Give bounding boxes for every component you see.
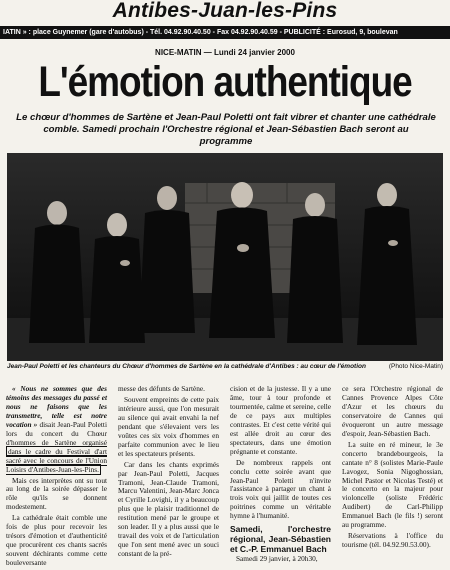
column-1-paragraph-2: Mais ces interprètes ont su tout au long de la soirée dépasser le rôle qu'ils se donnent modestement.	[6, 475, 107, 512]
column-3-paragraph-3: Samedi 29 janvier, à 20h30,	[236, 554, 318, 564]
column-1-paragraph-3: La cathédrale était comble une fois de plus pour recevoir les trésors d'émotion et d'authenticité que procurèrent ces chants sacrés souvent déchirants comme cette bouleversante	[6, 513, 107, 568]
choir-photo-image	[7, 153, 443, 361]
column-2-paragraph-2: Souvent empreints de cette paix intérieure aussi, que l'on mesurait au silence qui avait envahi la nef pendant que s'élevaient vers les voûtes ces six voix d'hommes en parfaite communion avec le lieu et les spectateurs présents.	[118, 394, 219, 458]
opening-quote: « Nous ne sommes que des témoins des messages du passé et nous ne faisons que les transmettre, telle est notre vocation »	[6, 384, 107, 429]
column-4-paragraph-2: La suite en ré mineur, le 3e concerto brandebourgeois, la cantate n° 8 (solistes Marie-Paule Lavogez, Sonia Nigoghossian, Michel Pastor et Nicolas Testé) et le concerto en la majeur pour violoncelle (soliste Frédéric Audibert) de Carl-Philipp Emmanuel Bach (le fils !) seront au programme.	[342, 439, 443, 530]
column-3-paragraph-2: De nombreux rappels ont conclu cette soirée avant que Jean-Paul Poletti n'invite l'assistance à partager un chant à trois voix qui jaillit de toutes ces poitrines comme un véritable hymne à l'humanité.	[230, 457, 331, 521]
masthead: Antibes-Juan-les-Pins	[112, 0, 338, 22]
lede: Le chœur d'hommes de Sartène et Jean-Paul Poletti ont fait vibrer et chanter une cathédrale comble. Samedi prochain l'Orchestre régional et Jean-Sébastien Bach seront au programme	[16, 112, 436, 147]
festival-note-boxed: dans le cadre du Festival d'art sacré avec le concours de l'Union Loisirs d'Antibes-Juan-les-Pins.	[6, 446, 107, 474]
choir-photo	[7, 153, 443, 361]
reservation-info: Réservations à l'office du tourisme (tél. 04.92.90.53.00).	[342, 531, 443, 550]
article-column-3	[230, 385, 331, 566]
article-column-4	[342, 385, 443, 552]
column-2-paragraph-1: messe des défunts de Sartène.	[118, 384, 205, 393]
contact-bar: IATIN » : place Guynemer (gare d'autobus) - Tél. 04.92.90.40.50 - Fax 04.92.90.40.59 - PUBLICITÉ : Eurosud, 9, boulevan	[0, 26, 450, 39]
article-column-2	[118, 385, 219, 561]
dateline: NICE-MATIN — Lundi 24 janvier 2000	[155, 48, 295, 57]
photo-caption	[7, 362, 443, 372]
column-3-paragraph-1: cision et de la justesse. Il y a une âme, tour à tour profonde et tourmentée, calme et sereine, celle de ce pays aux multiples contrastes. Et c'est cette vérité qui est allée droit au cœur des spectateurs, dans une émotion prégnante et constante.	[230, 384, 331, 456]
column-2-paragraph-3: Car dans les chants exprimés par Jean-Paul Poletti, Jacques Tramoni, Jean-Claude Tramoni, Marcu Valentini, Jean-Marc Jonca et Cyrille Lovighi, il y a beaucoup plus que le plaisir traditionnel de restitution mené par le groupe et son leader. Il y a plus aussi que le travail des voix et de l'articulation que l'on sent mené avec un souci constant de la pré-	[118, 459, 219, 559]
article-column-1	[6, 385, 107, 570]
caption-text: Jean-Paul Poletti et les chanteurs du Chœur d'hommes de Sartène en la cathédrale d'Antibes : au cœur de l'émotion	[7, 363, 366, 370]
photo-credit: (Photo Nice-Matin)	[388, 363, 443, 370]
column-4-paragraph-1: ce sera l'Orchestre régional de Cannes Provence Alpes Côte d'Azur et les chœurs du conservatoire de Cannes qui évoqueront un autre message d'espoir, Jean-Sébastien Bach.	[342, 384, 443, 438]
column-1-text-a: disait Jean-Paul Poletti lors du concert du Chœur d'hommes de Sartène organisé	[6, 419, 107, 447]
subheading-bach: Samedi, l'orchestre régional, Jean-Sébastien et C.-P. Emmanuel Bach	[230, 524, 331, 555]
headline: L'émotion authentique	[38, 58, 412, 106]
